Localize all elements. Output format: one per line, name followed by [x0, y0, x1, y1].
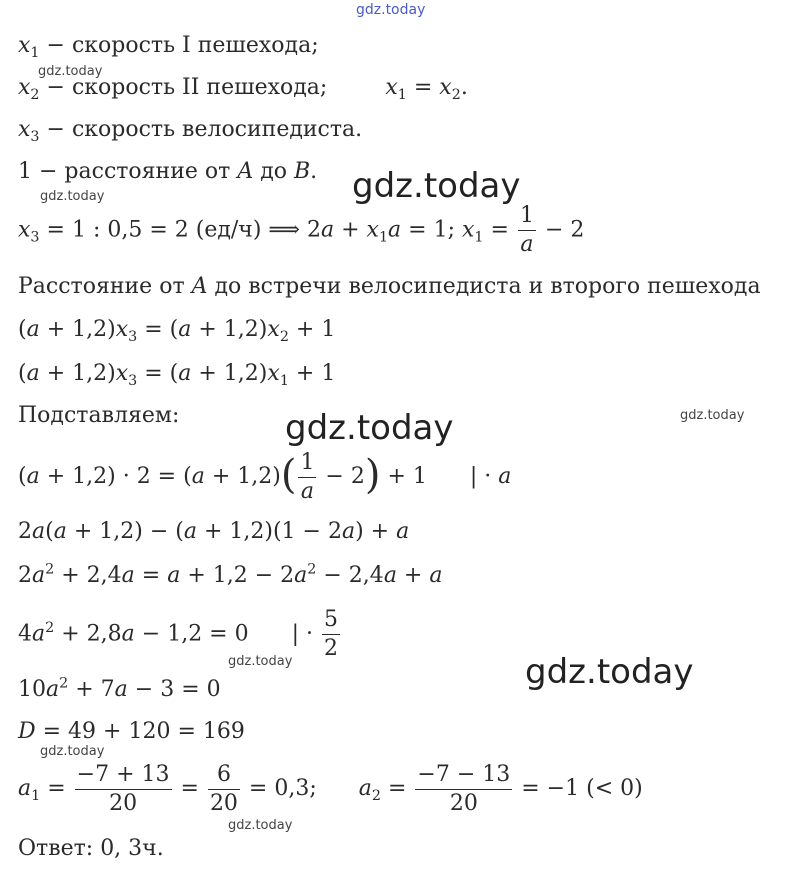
watermark-small: gdz.today: [38, 64, 103, 79]
watermark-small: gdz.today: [228, 654, 293, 669]
roots: $a_1$ = $\frac{-7 + 13}{20}$ = $\frac{6}{20}$ = 0,3; $a_2$ = $\frac{-7 - 13}{20}$ = −1 (< 0): [18, 761, 643, 816]
equation-6: $4a^2 + 2,8a - 1,2 = 0$ | · $\frac{5}{2}$: [18, 607, 339, 661]
answer: Ответ: 0, 3ч.: [18, 836, 164, 861]
equation-3: (a + 1,2) · 2 = (a + 1,2)( $\frac{1}{a}$ − 2) + 1 | · a: [18, 449, 512, 504]
equation-x3: $x_3 = 1$ : 0,5 = 2 (ед/ч) ⟹ $2a + x_1a = 1$; $x_1$ = $\frac{1}{a}$ − 2: [18, 203, 585, 257]
definition-x3: $x_3$ − скорость велосипедиста.: [18, 117, 363, 145]
definition-x2: $x_2$ − скорость II пешехода; $x_1 = x_2$.: [18, 75, 468, 103]
watermark-large: gdz.today: [352, 166, 521, 206]
definition-x1: $x_1$ − скорость I пешехода;: [18, 33, 319, 61]
substitute-heading: Подставляем:: [18, 403, 180, 428]
discriminant: D = 49 + 120 = 169: [18, 719, 245, 744]
watermark-large: gdz.today: [525, 652, 694, 692]
equation-7: $10a^2 + 7a - 3 = 0$: [18, 675, 221, 702]
watermark-small: gdz.today: [40, 744, 105, 759]
watermark-top: gdz.today: [356, 2, 426, 18]
watermark-small: gdz.today: [680, 408, 745, 423]
watermark-small: gdz.today: [228, 818, 293, 833]
equation-4: 2a(a + 1,2) − (a + 1,2)(1 − 2a) + a: [18, 519, 410, 544]
equation-2: $(a + 1,2)x_3 = (a + 1,2)x_1 + 1$: [18, 361, 336, 389]
distance-statement: Расстояние от A до встречи велосипедиста и второго пешехода: [18, 274, 761, 299]
equation-5: $2a^2 + 2,4a = a + 1,2 - 2a^2 - 2,4a + a$: [18, 561, 443, 588]
watermark-small: gdz.today: [40, 189, 105, 204]
watermark-large: gdz.today: [285, 408, 454, 448]
equation-1: $(a + 1,2)x_3 = (a + 1,2)x_2 + 1$: [18, 317, 336, 345]
distance-definition: 1 − расстояние от A до B.: [18, 159, 318, 184]
